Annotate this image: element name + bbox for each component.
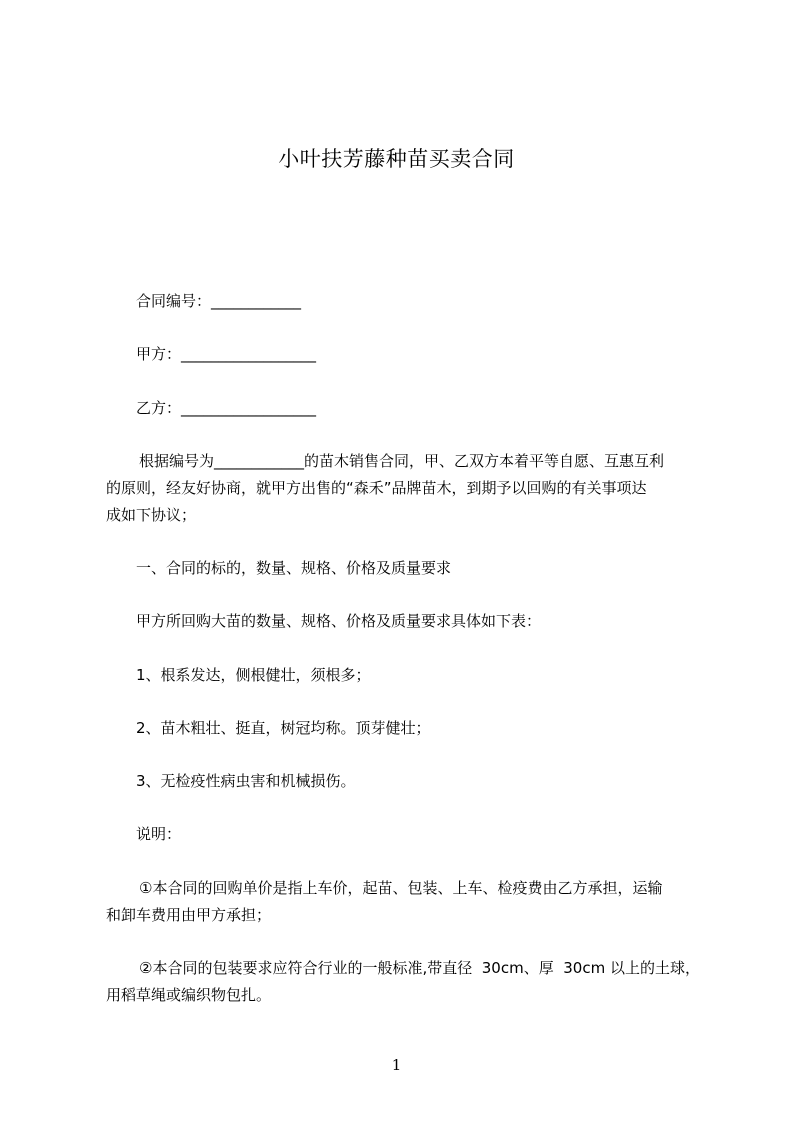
document-title: 小叶扶芳藤种苗买卖合同: [278, 147, 515, 171]
requirement-item-1: 1、根系发达，侧根健壮，须根多；: [136, 666, 371, 684]
requirements-intro: 甲方所回购大苗的数量、规格、价格及质量要求具体如下表：: [136, 612, 542, 630]
preamble-line-3: 成如下协议；: [106, 506, 197, 524]
party-b-line: 乙方：__________________: [136, 399, 317, 417]
note-1-line-1: ①本合同的回购单价是指上车价，起苗、包装、上车、检疫费由乙方承担，运输: [139, 879, 663, 897]
notes-label: 说明：: [136, 825, 182, 843]
contract-number-line: 合同编号：____________: [136, 292, 302, 310]
note-2-line-2: 用稻草绳或编织物包扎。: [106, 986, 272, 1004]
note-2-line-1: ②本合同的包装要求应符合行业的一般标准,带直径 30cm、厚 30cm 以上的土球，: [139, 959, 700, 977]
note-1-line-2: 和卸车费用由甲方承担；: [106, 906, 272, 924]
preamble-line-2: 的原则，经友好协商，就甲方出售的“森禾”品牌苗木，到期予以回购的有关事项达: [106, 479, 647, 497]
requirement-item-2: 2、苗木粗壮、挺直，树冠均称。顶芽健壮；: [136, 719, 431, 737]
party-a-line: 甲方：__________________: [136, 345, 317, 363]
page-number: 1: [391, 1056, 402, 1074]
section-heading: 一、合同的标的，数量、规格、价格及质量要求: [136, 559, 452, 577]
preamble-line-1: 根据编号为____________的苗木销售合同，甲、乙双方本着平等自愿、互惠互利: [139, 452, 665, 470]
requirement-item-3: 3、无检疫性病虫害和机械损伤。: [136, 772, 356, 790]
